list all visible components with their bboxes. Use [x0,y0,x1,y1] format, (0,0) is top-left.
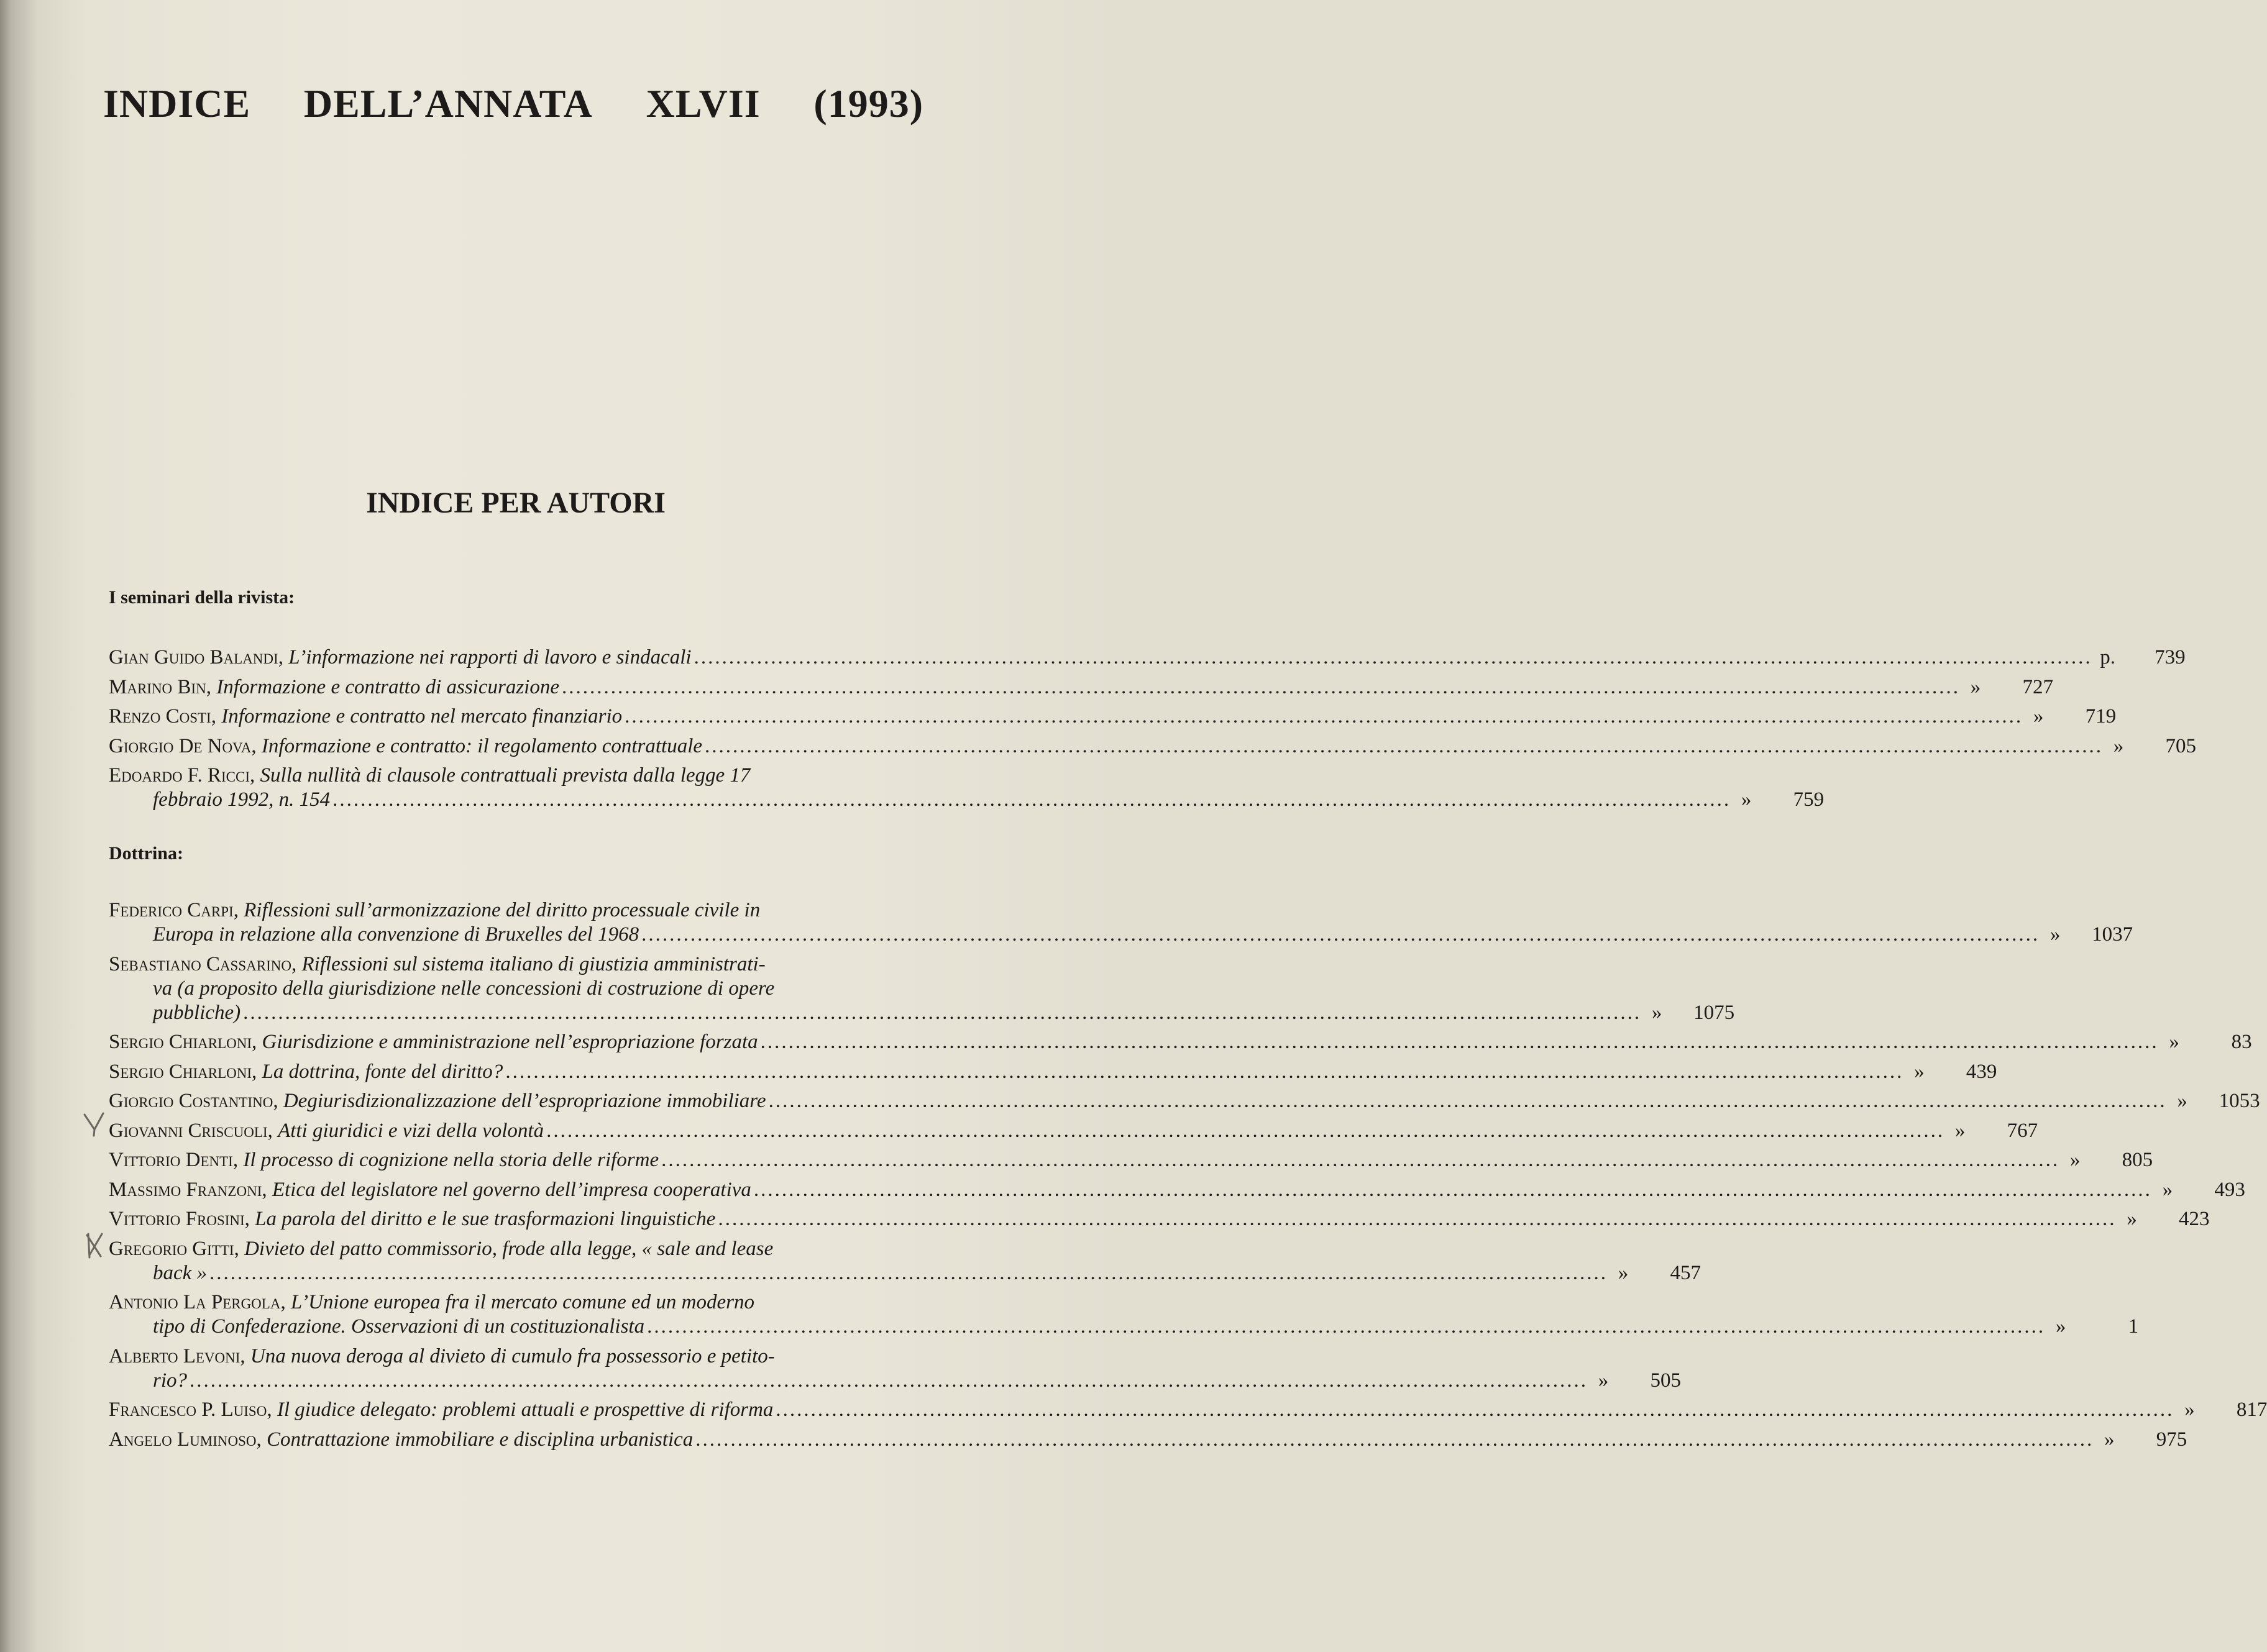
dot-leader: ........................................................................................................................................................................................................ [209,1261,1608,1284]
entry-text [109,977,824,1001]
entry-author: Renzo Costi [109,705,211,728]
page-number: 817 [2236,1399,2267,1421]
page-number: 975 [2156,1428,2187,1451]
index-entry [109,898,2133,947]
entry-line [109,1207,2210,1231]
page-marker: » [2069,1149,2081,1171]
entry-line [109,764,917,788]
entry-text [109,1290,824,1315]
comma: , [252,1060,262,1083]
section-seminari [109,585,2197,818]
page-marker: » [2177,1090,2187,1112]
dot-leader: ........................................................................................................................................................................................................ [243,1001,1642,1024]
page-number: 739 [2155,646,2186,669]
entry-line [109,1290,917,1315]
entry-line [109,1237,917,1261]
entry-text [109,1001,1641,1025]
entry-title: Informazione e contratto di assicurazione [216,675,560,698]
comma: , [267,1399,277,1421]
entry-text [109,1060,1903,1084]
title-word: DELL’ANNATA [303,81,593,125]
index-entry [109,1398,2267,1422]
entry-author: Vittorio Denti [109,1149,233,1171]
dot-leader: ........................................................................................................................................................................................................ [190,1369,1588,1392]
entry-line [109,977,917,1001]
entry-author: Giovanni Criscuoli [109,1119,268,1142]
spacer [855,977,917,1001]
entry-title: back » [153,1261,208,1284]
entry-text [109,705,2023,729]
dot-leader: ........................................................................................................................................................................................................ [625,705,2023,728]
title-word: INDICE [103,81,251,125]
entry-line [109,898,917,923]
entry-title: Il processo di cognizione nella storia delle riforme [243,1149,659,1171]
entry-line [109,788,1825,812]
page-number: 1053 [2219,1090,2260,1112]
dot-leader: ........................................................................................................................................................................................................ [641,923,2040,946]
entry-line [109,1148,2153,1172]
entry-title: tipo di Confederazione. Osservazioni di un costituzionalista [153,1315,645,1338]
page-number: 457 [1670,1261,1701,1284]
entry-line [109,646,2186,670]
entry-text [109,764,824,788]
comma: , [250,764,260,787]
entry-title: Informazione e contratto nel mercato finanziario [221,705,623,728]
entry-line [109,1398,2267,1422]
comma: , [234,1237,245,1260]
dot-leader: ........................................................................................................................................................................................................ [694,646,2092,669]
page-title [103,81,923,127]
entry-title: Atti giuridici e vizi della volontà [278,1119,544,1142]
entry-text [109,1398,2174,1422]
section-title: INDICE PER AUTORI [366,486,666,519]
page-marker: » [2162,1178,2173,1201]
dot-leader: ........................................................................................................................................................................................................ [332,788,1731,811]
entry-author: Angelo Luminoso [109,1428,257,1451]
entry-title: va (a proposito della giurisdizione nelle concessioni di costruzione di opere [153,977,775,1000]
entry-author: Sergio Chiarloni [109,1031,252,1053]
dot-leader: ........................................................................................................................................................................................................ [768,1090,2167,1112]
comma: , [278,646,289,669]
spacer [824,764,855,788]
comma: , [244,1208,255,1230]
entry-line [109,923,2133,947]
entry-text [109,952,824,977]
page-number: 759 [1793,788,1825,811]
entry-author: Francesco P. Luiso [109,1399,267,1421]
index-entry [109,1428,2187,1452]
entry-title: La dottrina, fonte del diritto? [262,1060,503,1083]
entry-line [109,1119,2038,1143]
spacer [855,898,917,923]
index-entry [109,1290,2139,1339]
entry-title: Contrattazione immobiliare e disciplina urbanistica [267,1428,694,1451]
entry-title: Etica del legislatore nel governo dell’impresa cooperativa [272,1178,751,1201]
page-number: 805 [2122,1149,2153,1171]
entry-title: Europa in relazione alla convenzione di Bruxelles del 1968 [153,923,639,946]
comma: , [240,1344,250,1367]
entry-author: Marino Bin [109,675,206,698]
page-marker: » [1598,1369,1609,1392]
dot-leader: ........................................................................................................................................................................................................ [760,1031,2159,1053]
entry-line [109,1344,917,1369]
page-marker: » [2055,1315,2066,1338]
dot-leader: ........................................................................................................................................................................................................ [718,1208,2117,1230]
comma: , [233,899,244,921]
index-entry [109,1089,2260,1113]
handwritten-x-mark [82,1231,107,1259]
entry-line [109,1060,1997,1084]
entry-text [109,1178,2152,1202]
dot-leader: ........................................................................................................................................................................................................ [695,1428,2094,1451]
index-entry [109,1207,2210,1231]
page-marker: » [2127,1208,2137,1230]
index-entry [109,1178,2245,1202]
index-entry [109,1030,2252,1054]
entry-title: Riflessioni sull’armonizzazione del diritto processuale civile in [244,899,761,921]
entry-text [109,675,1960,700]
entry-line [109,1030,2252,1054]
entry-text [109,646,2092,670]
entry-title: L’Unione europea fra il mercato comune ed un moderno [290,1291,754,1313]
page-number: 83 [2231,1031,2252,1053]
page-marker: » [1618,1261,1629,1284]
entry-text [109,1119,1944,1143]
page-number: 439 [1966,1060,1997,1083]
comma: , [262,1178,272,1201]
spacer [824,1344,855,1369]
index-entry [109,705,2117,729]
entry-line [109,734,2197,759]
spacer [824,1237,855,1261]
comma: , [291,952,302,975]
entry-text [109,1315,2045,1339]
index-entry [109,1119,2038,1143]
page-marker: » [2169,1031,2179,1053]
spacer [824,977,855,1001]
entry-line [109,1369,1682,1393]
entry-line [109,675,2054,700]
page-number: 423 [2178,1208,2210,1230]
dot-leader: ........................................................................................................................................................................................................ [753,1178,2152,1201]
page-marker: » [2033,705,2044,728]
page-marker: p. [2100,646,2115,669]
page-marker: » [1954,1119,1966,1142]
section-dottrina [109,841,2267,1457]
page-marker: » [2184,1399,2195,1421]
section-heading: I seminari della rivista: [109,587,295,608]
dot-leader: ........................................................................................................................................................................................................ [647,1315,2046,1338]
entry-text [109,1261,1608,1285]
entry-line [109,1428,2187,1452]
comma: , [267,1119,278,1142]
entry-text [109,788,1731,812]
page-number: 505 [1650,1369,1682,1392]
entry-title: rio? [153,1369,188,1392]
spacer [824,952,855,977]
page-marker: » [1741,788,1752,811]
index-entry [109,952,1735,1025]
entry-text [109,1369,1588,1393]
spacer [855,764,917,788]
index-entry [109,646,2186,670]
entry-line [109,705,2117,729]
spacer [824,1290,855,1315]
entry-text [109,1207,2116,1231]
index-entry [109,1237,1701,1285]
entry-line [109,1001,1735,1025]
comma: , [211,705,222,728]
page-number: 705 [2165,734,2197,757]
entry-author: Sebastiano Cassarino [109,952,291,975]
page-number: 727 [2022,675,2054,698]
entry-title: La parola del diritto e le sue trasformazioni linguistiche [255,1208,716,1230]
entry-author: Edoardo F. Ricci [109,764,250,787]
spacer [855,1344,917,1369]
entry-author: Vittorio Frosini [109,1208,245,1230]
entry-title: Una nuova deroga al divieto di cumulo fra possessorio e petito- [250,1344,775,1367]
entry-author: Antonio La Pergola [109,1291,281,1313]
entry-text [109,1089,2167,1113]
dot-leader: ........................................................................................................................................................................................................ [546,1119,1945,1142]
entry-author: Massimo Franzoni [109,1178,262,1201]
dot-leader: ........................................................................................................................................................................................................ [776,1399,2174,1421]
page-number: 767 [2007,1119,2038,1142]
comma: , [280,1291,291,1313]
entry-author: Sergio Chiarloni [109,1060,252,1083]
section-heading: Dottrina: [109,843,183,864]
page-marker: » [1651,1001,1662,1024]
page-marker: » [2049,923,2061,946]
entry-line [109,1261,1701,1285]
spacer [855,952,917,977]
page-number: 493 [2214,1178,2245,1201]
entry-title: L’informazione nei rapporti di lavoro e sindacali [288,646,692,669]
spacer [824,898,855,923]
comma: , [206,675,217,698]
index-entry [109,1060,1997,1084]
page-marker: » [2113,734,2124,757]
entry-author: Federico Carpi [109,899,234,921]
entry-author: Giorgio De Nova [109,734,252,757]
comma: , [232,1149,244,1171]
entry-title: Informazione e contratto: il regolamento contrattuale [261,734,703,757]
entry-author: Gregorio Gitti [109,1237,234,1260]
entry-title: febbraio 1992, n. 154 [153,788,331,811]
entry-text [109,1344,824,1369]
dot-leader: ........................................................................................................................................................................................................ [562,675,1961,698]
entry-text [109,898,824,923]
index-entry [109,764,1825,812]
entry-line [109,1178,2245,1202]
comma: , [252,1031,262,1053]
spacer [855,1237,917,1261]
entry-title: Giurisdizione e amministrazione nell’espropriazione forzata [262,1031,758,1053]
entry-title: Degiurisdizionalizzazione dell’espropriazione immobiliare [283,1090,766,1112]
page-marker: » [1914,1060,1925,1083]
entry-title: Il giudice delegato: problemi attuali e prospettive di riforma [277,1399,774,1421]
entry-title: Sulla nullità di clausole contrattuali prevista dalla legge 17 [260,764,751,787]
handwritten-check-mark [82,1111,107,1138]
page-marker: » [2104,1428,2115,1451]
entry-text [109,1148,2059,1172]
index-entry [109,675,2054,700]
dot-leader: ........................................................................................................................................................................................................ [661,1149,2060,1171]
index-entry [109,1148,2153,1172]
spacer [855,1290,917,1315]
entry-title: pubbliche) [153,1001,241,1024]
comma: , [273,1090,283,1112]
entry-text [109,734,2103,759]
page-number: 1075 [1693,1001,1735,1024]
title-word: XLVII [646,81,761,125]
entry-title: Riflessioni sul sistema italiano di giustizia amministrati- [301,952,766,975]
entry-author: Gian Guido Balandi [109,646,278,669]
page-number: 1037 [2092,923,2133,946]
entry-title: Divieto del patto commissorio, frode alla legge, « sale and lease [244,1237,774,1260]
page-number: 1 [2128,1315,2139,1338]
entry-author: Alberto Levoni [109,1344,240,1367]
entry-line [109,952,917,977]
entry-text [109,1237,824,1261]
dot-leader: ........................................................................................................................................................................................................ [705,734,2104,757]
comma: , [256,1428,267,1451]
page-number: 719 [2085,705,2117,728]
entry-line [109,1089,2260,1113]
index-entry [109,1344,1682,1393]
title-word: (1993) [813,81,923,125]
entry-text [109,1428,2094,1452]
entry-line [109,1315,2139,1339]
comma: , [251,734,262,757]
entry-text [109,923,2040,947]
index-entry [109,734,2197,759]
page-marker: » [1970,675,1981,698]
entry-author: Giorgio Costantino [109,1090,273,1112]
dot-leader: ........................................................................................................................................................................................................ [505,1060,1904,1083]
entry-text [109,1030,2159,1054]
